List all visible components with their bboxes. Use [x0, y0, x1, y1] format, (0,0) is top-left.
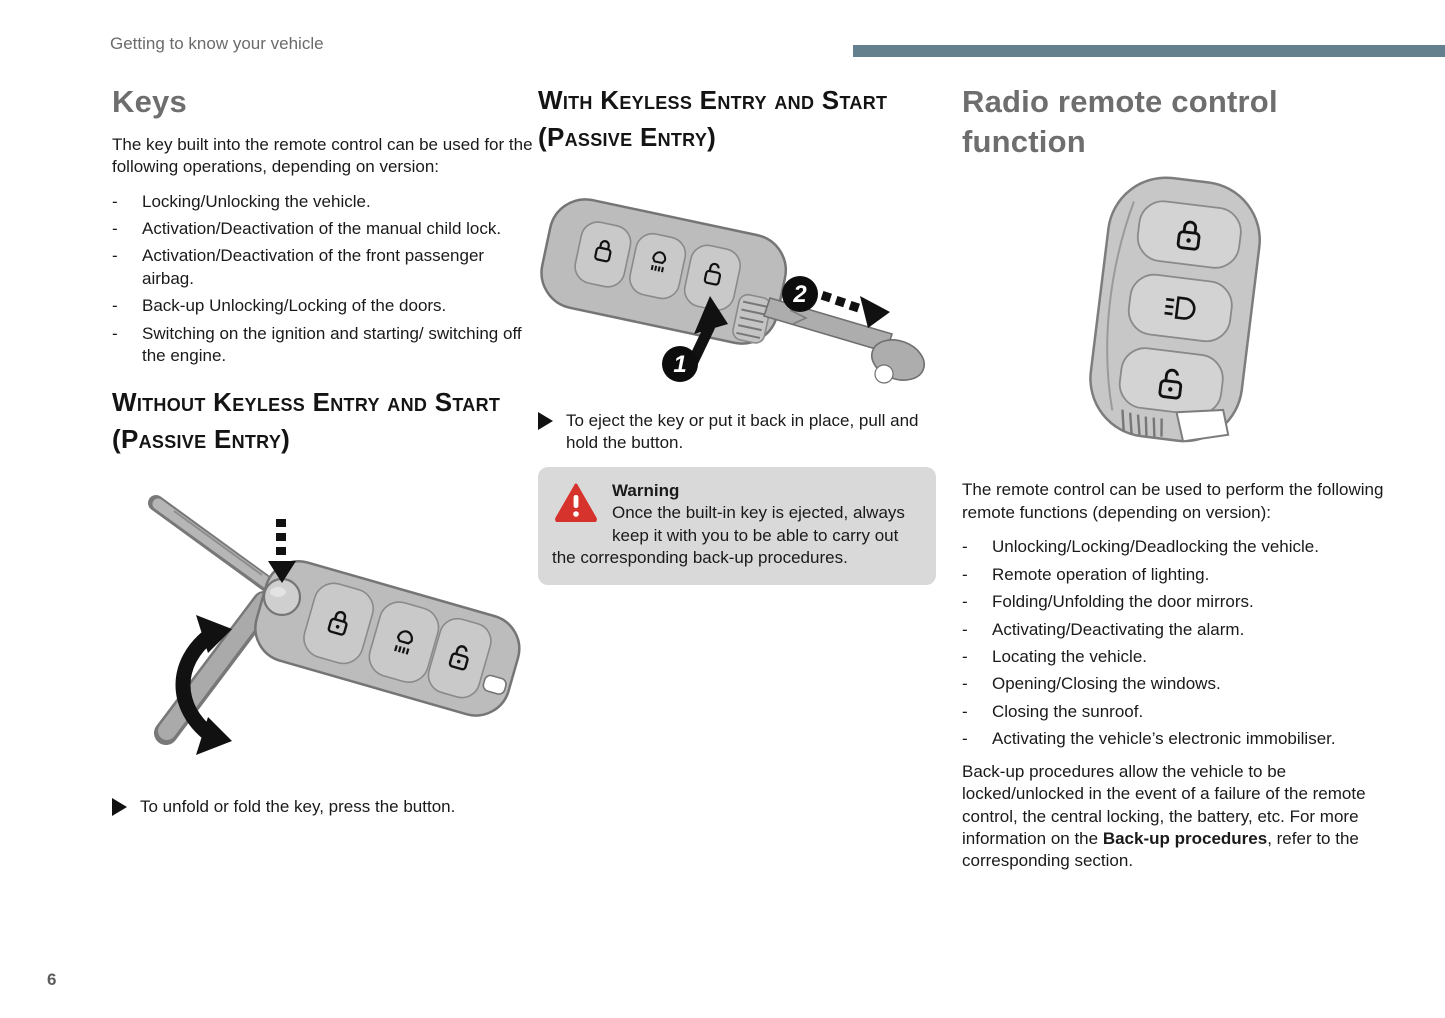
- page-number: 6: [47, 970, 57, 989]
- list-item-text: Locking/Unlocking the vehicle.: [142, 191, 371, 211]
- pointer-icon: [112, 798, 127, 816]
- badge-1-number: 1: [673, 350, 687, 378]
- list-item: [112, 218, 534, 240]
- warning-text: Once the built-in key is ejected, always keep it with you to be able to carry out the corresponding back-up procedures.: [552, 503, 905, 568]
- list-item-text: Opening/Closing the windows.: [992, 674, 1221, 694]
- smart-key-eject-figure: [538, 174, 936, 398]
- list-item-text: Closing the sunroof.: [992, 701, 1144, 721]
- list-item: [962, 646, 1392, 668]
- keys-intro: The key built into the remote control can be used for the following operations, depending on version:: [112, 134, 533, 177]
- unfold-instruction: [112, 796, 534, 818]
- list-item-text: Activating the vehicle’s electronic immobiliser.: [992, 729, 1336, 749]
- note-bold-text: Back-up procedures: [1102, 829, 1268, 849]
- lock-button: [1135, 199, 1244, 271]
- remote-control-figure: [1038, 173, 1338, 465]
- section-title-remote: Radio remote control function: [962, 84, 1278, 159]
- dash-marker: -: [962, 619, 968, 639]
- list-item-text: Activating/Deactivating the alarm.: [992, 619, 1245, 639]
- list-item: [112, 323, 534, 368]
- instruction-text: To unfold or fold the key, press the button.: [140, 797, 456, 817]
- list-item-text: Folding/Unfolding the door mirrors.: [992, 592, 1254, 612]
- dash-marker: -: [112, 218, 118, 238]
- eject-instruction: [538, 410, 936, 454]
- list-item: [962, 564, 1392, 586]
- dash-marker: -: [112, 191, 118, 211]
- list-item: [962, 673, 1392, 695]
- smart-key-body: [538, 193, 792, 350]
- column-keys: [112, 82, 534, 819]
- dash-marker: -: [962, 646, 968, 666]
- list-item: [962, 701, 1392, 723]
- warning-box: [538, 467, 936, 585]
- note-text: Back-up procedures allow the vehicle to be locked/unlocked in the event of a failure of the remote control, the central locking, the battery, etc. For more information on the: [962, 761, 1366, 849]
- subheading-without-keyless: Without Keyless Entry and Start (Passive Entry): [112, 386, 501, 454]
- light-button: [1126, 272, 1235, 344]
- list-item: [962, 728, 1392, 750]
- dash-marker: -: [112, 246, 118, 266]
- dash-marker: -: [112, 296, 118, 316]
- flip-key-figure: [112, 483, 532, 770]
- warning-icon: [554, 482, 598, 522]
- step-badge-1: [662, 346, 698, 382]
- breadcrumb: Getting to know your vehicle: [110, 34, 324, 53]
- column-keyless: [538, 82, 936, 585]
- list-item-text: Remote operation of lighting.: [992, 564, 1210, 584]
- list-item: [112, 295, 534, 317]
- header-accent-bar: [853, 45, 1445, 57]
- list-item-text: Unlocking/Locking/Deadlocking the vehicle.: [992, 537, 1319, 557]
- remote-body: [1084, 173, 1267, 448]
- list-item-text: Back-up Unlocking/Locking of the doors.: [142, 296, 447, 316]
- list-item: [962, 591, 1392, 613]
- list-item-text: Activation/Deactivation of the front passenger airbag.: [142, 246, 485, 288]
- list-item: [112, 191, 534, 213]
- pointer-icon: [538, 412, 553, 430]
- list-item-text: Activation/Deactivation of the manual child lock.: [142, 218, 502, 238]
- flip-key-body: [247, 554, 527, 724]
- dash-marker: -: [962, 564, 968, 584]
- backup-procedures-note: [962, 761, 1392, 873]
- keys-bullet-list: [112, 191, 534, 368]
- list-item: [962, 619, 1392, 641]
- page-title: Keys: [112, 84, 187, 119]
- fold-press-button: [264, 579, 300, 615]
- dash-marker: -: [962, 592, 968, 612]
- dash-marker: -: [962, 729, 968, 749]
- dash-marker: -: [962, 701, 968, 721]
- dash-marker: -: [112, 323, 118, 343]
- ejected-key-blade: [764, 298, 930, 387]
- dash-marker: -: [962, 674, 968, 694]
- remote-bullet-list: [962, 536, 1392, 751]
- list-item-text: Locating the vehicle.: [992, 646, 1147, 666]
- list-item: [962, 536, 1392, 558]
- badge-2-number: 2: [793, 280, 807, 308]
- note-text: , refer to the corresponding section.: [962, 829, 1359, 871]
- step-badge-2: [782, 276, 818, 312]
- remote-intro: The remote control can be used to perform the following remote functions (depending on version):: [962, 480, 1384, 522]
- subheading-with-keyless: With Keyless Entry and Start (Passive Entry): [538, 85, 888, 152]
- instruction-text: To eject the key or put it back in place, pull and hold the button.: [566, 410, 919, 452]
- warning-title: Warning: [612, 481, 680, 500]
- list-item-text: Switching on the ignition and starting/ switching off the engine.: [142, 323, 522, 366]
- list-item: [112, 245, 534, 290]
- column-remote: [962, 82, 1392, 873]
- dash-marker: -: [962, 537, 968, 557]
